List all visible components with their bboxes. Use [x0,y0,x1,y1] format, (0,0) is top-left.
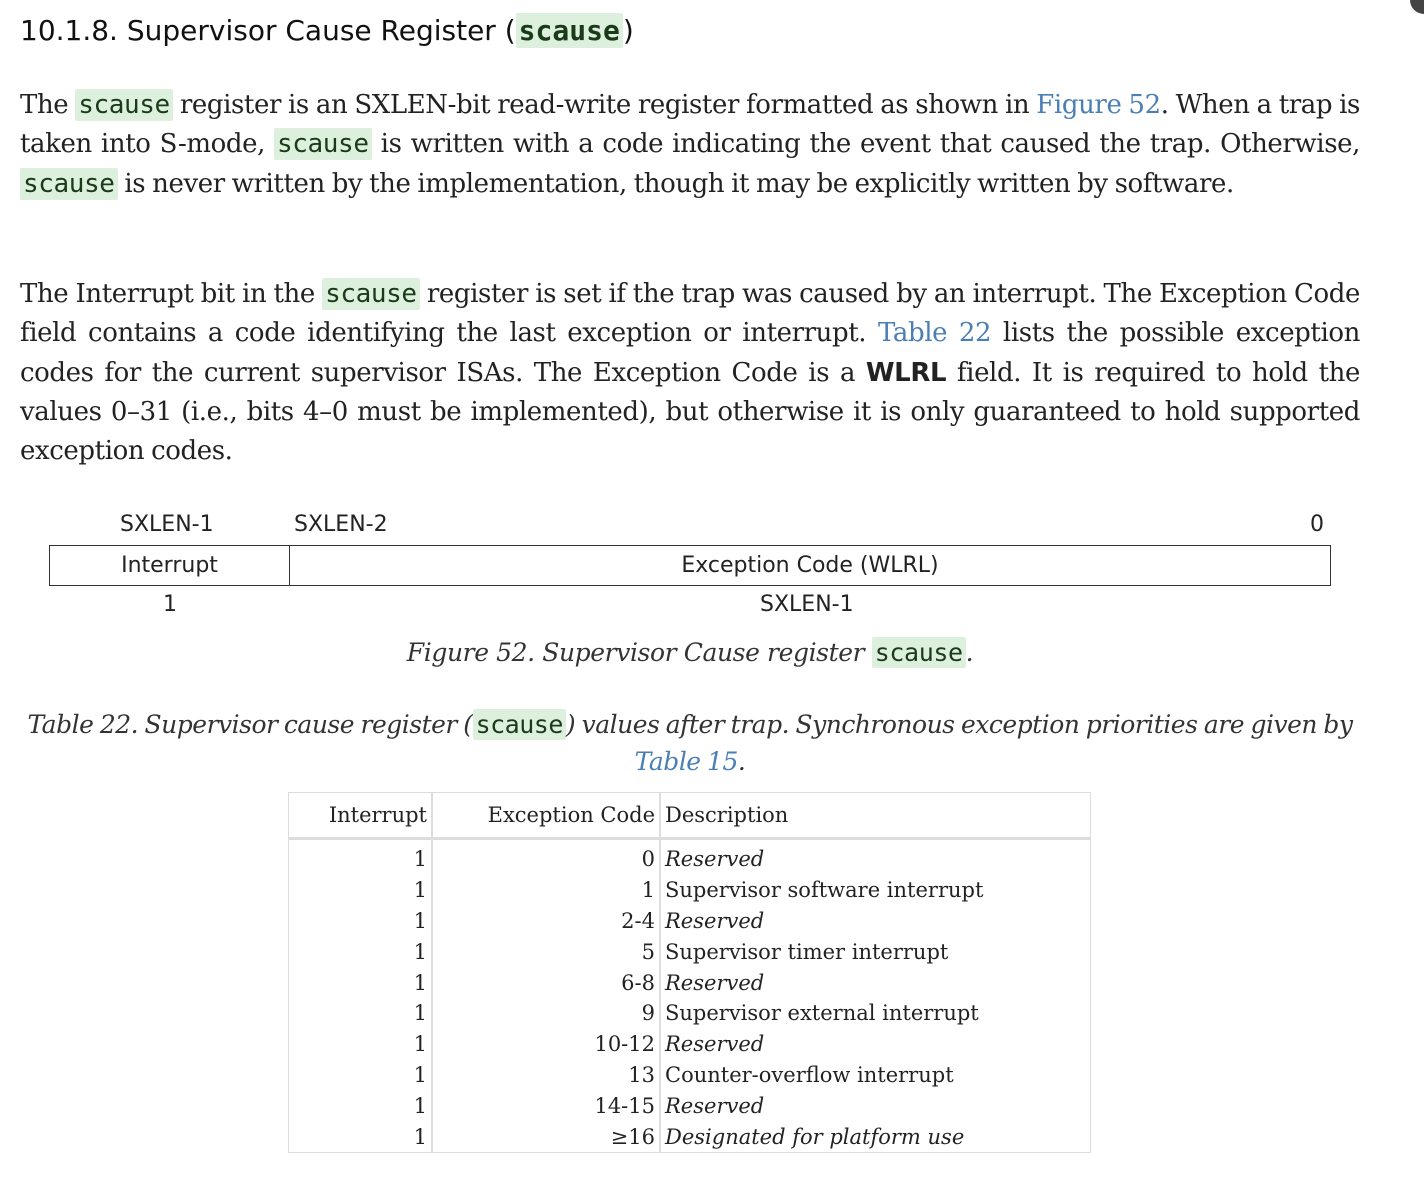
p1-text-3: . When a trap is taken into S-mode, [20,90,1360,160]
p2-text-4: field. It is required to hold the values 0–31 (i.e., bits 4–0 must be implemented), but otherwise it is only guaranteed to hold supported exception codes. [20,357,1360,467]
cell-interrupt: 1 [289,1121,433,1152]
window-corner-control [1410,0,1424,14]
paragraph-interrupt-bit [20,275,1360,471]
cell-description: Supervisor external interrupt [665,1001,979,1026]
p1-text-5: is never written by the implementation, though it may be explicitly written by software. [117,168,1234,199]
cell-interrupt: 1 [289,936,433,967]
p1-text-1: The [20,90,76,120]
bit-label-sxlen-1: SXLEN-1 [120,512,214,537]
table-row [289,1060,1091,1091]
p1-code-1: scause [75,89,173,121]
table-row [289,875,1091,906]
p2-text-1: The Interrupt bit in the [20,279,323,309]
p2-code-1: scause [322,278,420,310]
paragraph-intro [20,86,1360,204]
cell-exception-code: 10-12 [432,1029,660,1060]
header-exception-code: Exception Code [432,793,660,839]
table-row [289,936,1091,967]
p1-text-4: is written with a code indicating the event that caused the trap. Otherwise, [371,129,1360,160]
table-row [289,839,1091,875]
cell-exception-code: 5 [432,936,660,967]
cell-exception-code: ≥16 [432,1121,660,1152]
cell-interrupt: 1 [289,875,433,906]
figure-caption-text: Figure 52. Supervisor Cause register [406,638,872,667]
table-row [289,906,1091,937]
cell-description: Reserved [665,1093,765,1118]
cell-exception-code: 9 [432,998,660,1029]
cell-interrupt: 1 [289,1090,433,1121]
field-width-interrupt: 1 [163,592,177,617]
table-row [289,998,1091,1029]
scause-values-table [288,792,1091,1153]
header-interrupt: Interrupt [289,793,433,839]
bit-label-0: 0 [1310,512,1324,537]
cell-interrupt: 1 [289,1060,433,1091]
table-header-row [289,793,1091,839]
cell-description: Designated for platform use [665,1124,965,1149]
cell-description: Reserved [665,1032,765,1057]
cell-description: Counter-overflow interrupt [665,1062,954,1087]
section-heading [20,14,634,47]
cell-description: Reserved [665,908,765,933]
register-fields [49,545,1331,586]
table-15-link[interactable]: Table 15 [634,747,738,776]
cell-interrupt: 1 [289,967,433,998]
table-22-link[interactable]: Table 22 [877,318,992,349]
register-field-exception-code: Exception Code (WLRL) [681,553,939,578]
heading-text: 10.1.8. Supervisor Cause Register ( [20,14,516,47]
table-row [289,967,1091,998]
cell-interrupt: 1 [289,906,433,937]
p1-code-2: scause [274,128,372,160]
field-width-exception: SXLEN-1 [760,592,854,617]
bit-label-sxlen-2: SXLEN-2 [294,512,388,537]
table-caption-text-2: ) values after trap. Synchronous exception priorities are given by [565,710,1353,739]
cell-exception-code: 6-8 [432,967,660,998]
table-caption-code: scause [473,709,566,740]
cell-exception-code: 14-15 [432,1090,660,1121]
heading-close: ) [622,14,634,47]
p1-text-2: register is an SXLEN-bit read-write register formatted as shown in [172,90,1037,120]
table-caption-end: . [737,747,746,776]
header-description: Description [660,793,1091,839]
cell-interrupt: 1 [289,998,433,1029]
register-field-interrupt: Interrupt [50,546,290,585]
cell-interrupt: 1 [289,1029,433,1060]
heading-code: scause [516,13,623,48]
p2-text-3: lists the possible exception codes for the current supervisor ISAs. The Exception Code is a [20,318,1360,388]
table-caption-text-1: Table 22. Supervisor cause register ( [27,710,473,739]
cell-exception-code: 1 [432,875,660,906]
table-caption [20,706,1360,780]
cell-exception-code: 13 [432,1060,660,1091]
cell-description: Supervisor software interrupt [665,878,984,903]
cell-interrupt: 1 [289,839,433,875]
cell-description: Reserved [665,970,765,995]
cell-description: Reserved [665,847,765,872]
p1-code-3: scause [20,168,118,200]
p2-text-2: register is set if the trap was caused by an interrupt. The Exception Code field contains a code identifying the last exception or interrupt. [20,279,1361,349]
figure-caption-end: . [965,638,974,667]
figure-caption [0,638,1380,667]
figure-caption-code: scause [872,637,966,668]
cell-exception-code: 0 [432,839,660,875]
table-row [289,1090,1091,1121]
cell-description: Supervisor timer interrupt [665,939,949,964]
figure-52-link[interactable]: Figure 52 [1036,90,1161,120]
table-row [289,1121,1091,1152]
cell-exception-code: 2-4 [432,906,660,937]
p2-bold-wlrl: WLRL [865,357,947,388]
table-row [289,1029,1091,1060]
